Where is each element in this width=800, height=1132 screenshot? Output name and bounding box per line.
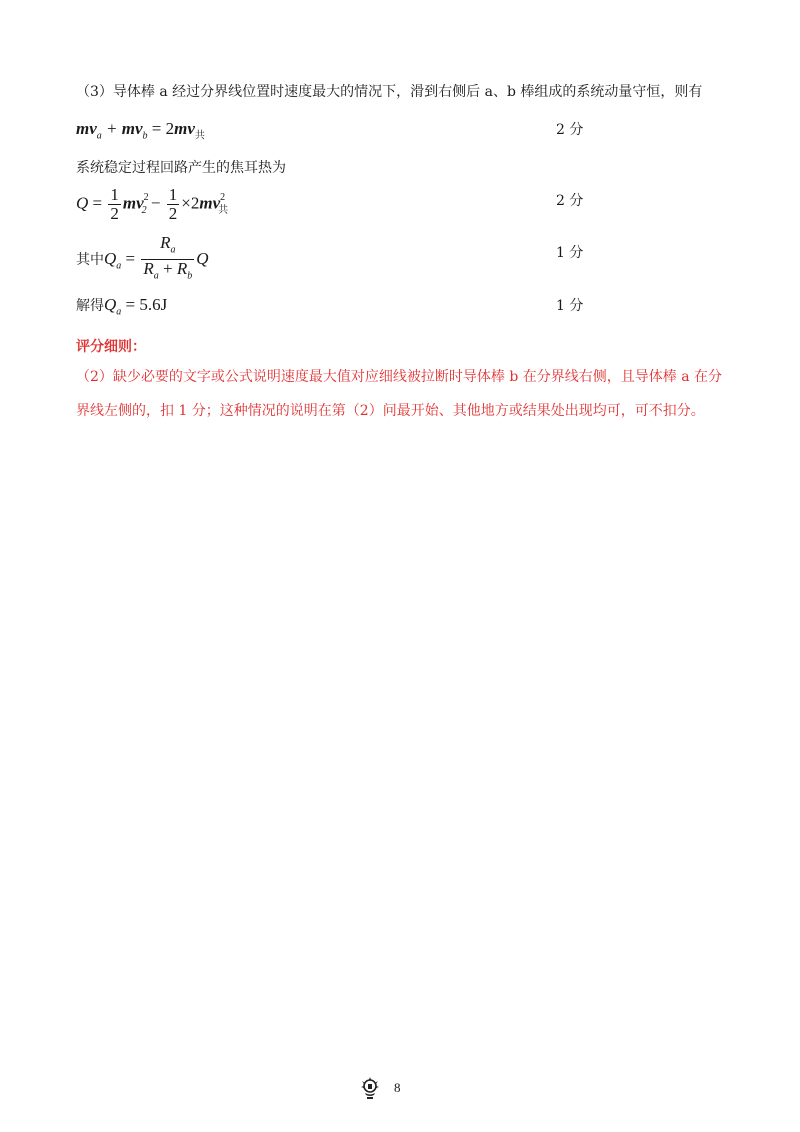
momentum-equation: $mv_a + mv_b = 2mv_共$ (76, 119, 205, 142)
eq2-score: 2 分 (556, 193, 584, 209)
grading-title: 评分细则： (76, 339, 146, 355)
part3-intro: （3）导体棒 a 经过分界线位置时速度最大的情况下，滑到右侧后 a、b 棒组成的系统动量守恒，则有 (76, 84, 703, 100)
joule-heat-sentence: 系统稳定过程回路产生的焦耳热为 (76, 160, 286, 176)
eq4-prefix: 解得 (76, 298, 104, 314)
eq4-score: 1 分 (556, 298, 584, 314)
grading-line-1: （2）缺少必要的文字或公式说明速度最大值对应细线被拉断时导体棒 b 在分界线右侧，且导体棒 a 在分 (76, 369, 723, 385)
page-footer (0, 1076, 800, 1106)
result-equation: 解得$Q_a = 5.6J$ (76, 295, 168, 318)
qa-ratio-equation: 其中$Q_a$ = $\frac{R_a}{R_a + R_b}$ Q (76, 234, 209, 286)
eq1-score: 2 分 (556, 122, 584, 138)
grading-line-2: 界线左侧的，扣 1 分；这种情况的说明在第（2）问最开始、其他地方或结果处出现均可，可不扣分。 (76, 403, 705, 419)
school-logo-icon (359, 1076, 381, 1100)
eq3-score: 1 分 (556, 245, 584, 261)
page-number: 8 (394, 1080, 401, 1095)
result-value: 5.6J (139, 295, 168, 314)
joule-heat-equation: Q = $\frac{1}{2}$ $mv^2_2$ − $\frac{1}{2}$ $\times 2mv^2_共$ (76, 185, 229, 224)
eq3-prefix: 其中 (76, 251, 104, 268)
